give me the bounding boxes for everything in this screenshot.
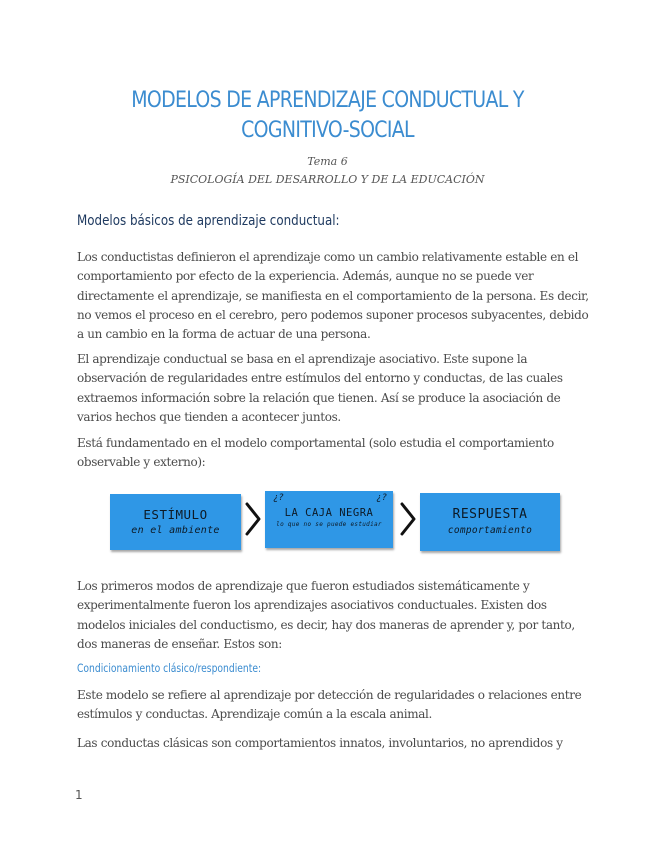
document-title — [97, 86, 557, 146]
text-line: modelos iniciales del conductismo, es decir, hay dos maneras de aprender y, por tanto, — [77, 617, 575, 632]
text-line: extraemos información sobre la relación que tienen. Así se produce la asociación de — [77, 390, 561, 405]
title-line-2: COGNITIVO-SOCIAL — [241, 118, 414, 143]
text-line: Este modelo se refiere al aprendizaje por detección de regularidades o relaciones entre — [77, 688, 582, 702]
response-box — [420, 493, 560, 551]
text-line: comportamiento por efecto de la experiencia. Además, aunque no se puede ver — [77, 269, 534, 284]
text-line: no vemos el proceso en el cerebro, pero podemos suponer procesos subyacentes, debido — [77, 307, 589, 322]
text-line: varios hechos que tienden a acontecer juntos. — [77, 409, 341, 424]
text-line: El aprendizaje conductual se basa en el aprendizaje asociativo. Este supone la — [77, 352, 528, 366]
text-line: dos maneras de enseñar. Estos son: — [77, 636, 282, 651]
paragraph-model — [77, 434, 577, 473]
paragraph-definition — [77, 248, 589, 344]
chevron-right-icon — [243, 502, 263, 536]
text-line: a un cambio en la forma de actuar de una persona. — [77, 327, 371, 342]
text-line: Las conductas clásicas son comportamientos innatos, involuntarios, no aprendidos y — [77, 736, 563, 750]
response-sublabel: comportamiento — [447, 525, 533, 536]
tema-label: Tema 6 — [307, 155, 348, 168]
subsection-heading: Condicionamiento clásico/respondiente: — [77, 661, 262, 675]
stimulus-label: ESTÍMULO — [143, 507, 208, 522]
text-line: Los primeros modos de aprendizaje que fueron estudiados sistemáticamente y — [77, 579, 530, 593]
paragraph-first-models — [77, 577, 577, 654]
text-line: directamente el aprendizaje, se manifiesta en el comportamiento de la persona. Es decir, — [77, 288, 589, 303]
black-box-label: LA CAJA NEGRA — [284, 507, 374, 519]
section-heading: Modelos básicos de aprendizaje conductual: — [77, 213, 340, 229]
text-line: observable y externo): — [77, 455, 206, 470]
title-line-1: MODELOS DE APRENDIZAJE CONDUCTUAL Y — [131, 88, 524, 113]
page-number: 1 — [75, 788, 83, 802]
text-line: estímulos y conductas. Aprendizaje común a la escala animal. — [77, 707, 432, 722]
text-line: experimentalmente fueron los aprendizajes asociativos conductuales. Existen dos — [77, 598, 547, 613]
course-name: PSICOLOGÍA DEL DESARROLLO Y DE LA EDUCACIÓN — [170, 173, 485, 186]
paragraph-classical-behaviors — [77, 734, 577, 753]
black-box-sublabel: lo que no se puede estudiar — [276, 521, 382, 528]
stimulus-sublabel: en el ambiente — [131, 525, 220, 536]
behavioral-model-diagram — [107, 490, 562, 552]
text-line: observación de regularidades entre estímulos del entorno y conductas, de las cuales — [77, 371, 563, 386]
chevron-right-icon — [398, 502, 418, 536]
paragraph-associative — [77, 350, 577, 427]
question-mark-right: ¿? — [376, 493, 387, 503]
paragraph-classical-definition — [77, 686, 582, 725]
response-label: RESPUESTA — [452, 507, 528, 522]
text-line: Los conductistas definieron el aprendizaje como un cambio relativamente estable en el — [77, 250, 579, 264]
text-line: Está fundamentado en el modelo comportamental (solo estudia el comportamiento — [77, 436, 554, 450]
stimulus-box — [110, 494, 241, 550]
question-mark-left: ¿? — [273, 493, 284, 503]
black-box — [265, 491, 393, 548]
